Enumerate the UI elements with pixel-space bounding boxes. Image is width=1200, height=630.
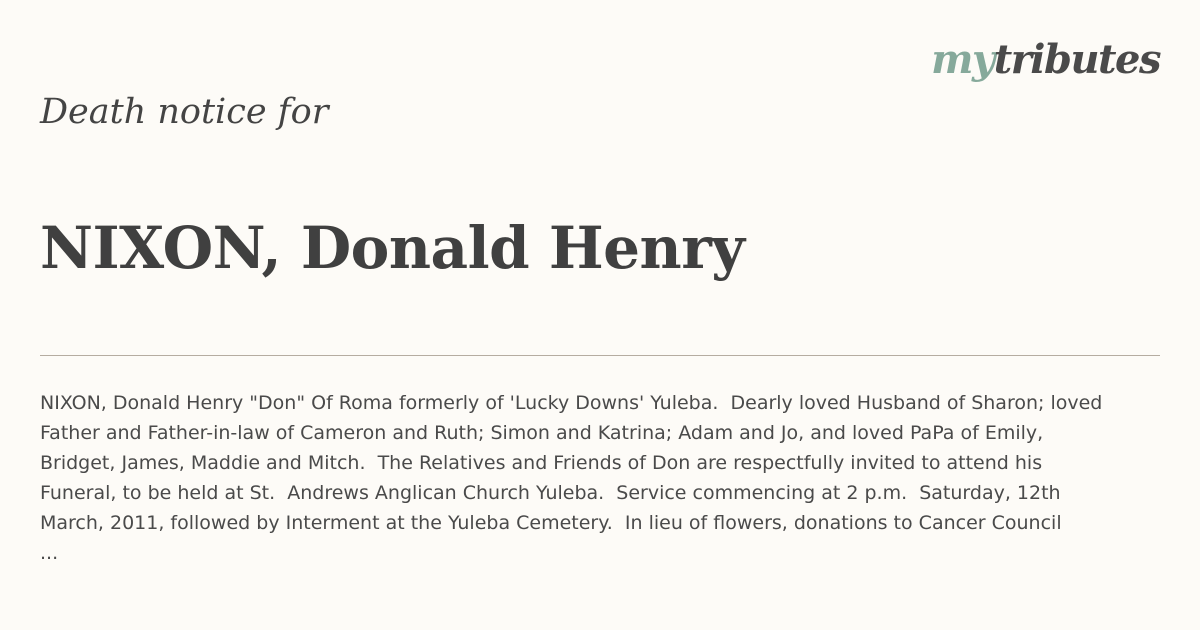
notice-line: NIXON, Donald Henry "Don" Of Roma formerly of 'Lucky Downs' Yuleba. Dearly loved Husband of Sharon; loved — [40, 392, 1103, 414]
divider — [40, 355, 1160, 356]
logo-tributes: tributes — [993, 36, 1160, 83]
logo-my: my — [931, 36, 994, 83]
notice-line: Funeral, to be held at St. Andrews Anglican Church Yuleba. Service commencing at 2 p.m. Saturday, 12th — [40, 482, 1061, 504]
notice-ellipsis: ... — [40, 542, 59, 564]
notice-intro: Death notice for — [40, 92, 329, 132]
notice-line: Father and Father-in-law of Cameron and Ruth; Simon and Katrina; Adam and Jo, and loved PaPa of Emily, — [40, 422, 1044, 444]
notice-line: March, 2011, followed by Interment at the Yuleba Cemetery. In lieu of flowers, donations to Cancer Council — [40, 512, 1062, 534]
notice-body — [40, 388, 1160, 538]
mytributes-logo — [931, 30, 1160, 90]
notice-line: Bridget, James, Maddie and Mitch. The Relatives and Friends of Don are respectfully invited to attend his — [40, 452, 1043, 474]
deceased-name: NIXON, Donald Henry — [40, 214, 745, 282]
